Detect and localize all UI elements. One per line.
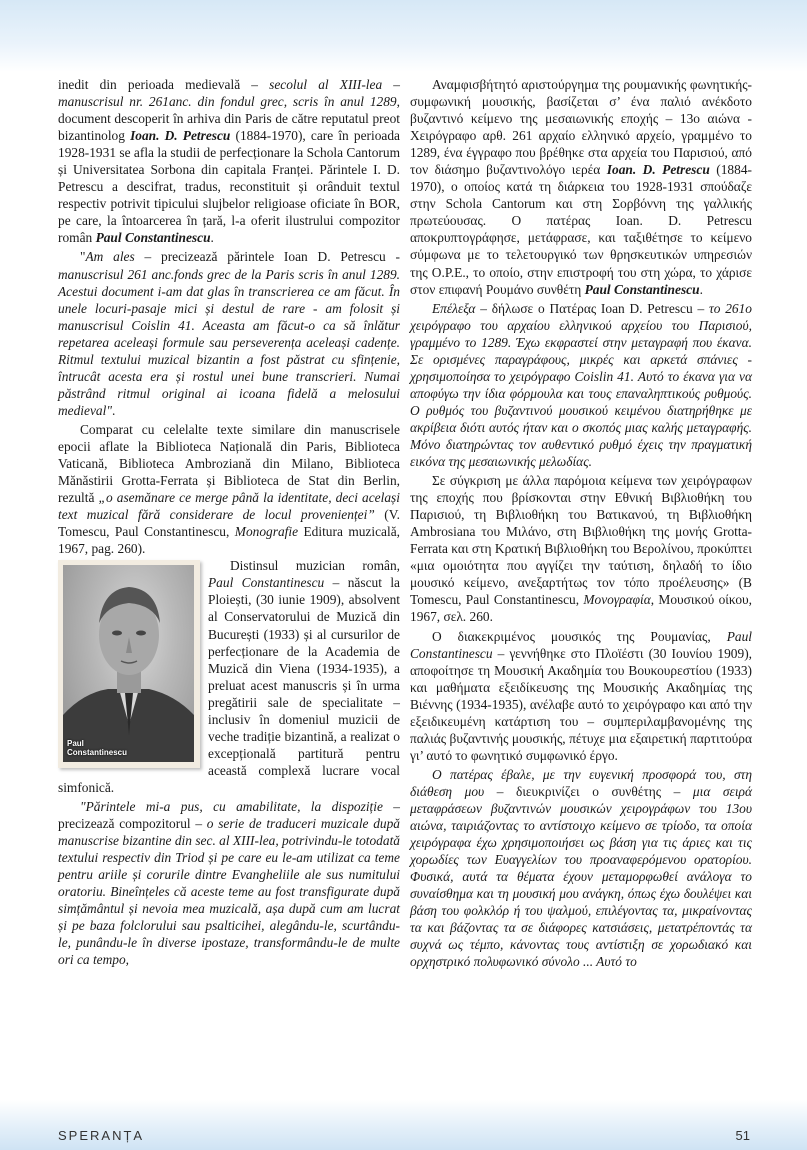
- composer-photo: [58, 560, 200, 768]
- author-name: Ioan. D. Petrescu: [130, 128, 231, 144]
- magazine-name: SPERANȚA: [58, 1128, 145, 1143]
- right-paragraph-5-quote: Ο πατέρας έβαλε, με την ευγενική προσφορά του, στη διάθεση μου – διευκρινίζει ο συνθέτης – μια σειρά μεταφράσεων βυζαντινών μουσικών χειρογράφων του 13ου αιώνα, ταιριάζοντας το αντίστοιχο κείμενο σε τρίοδο, τα οποία χειρόγραφα έχω χρησιμοποιήσει ως βάση για τις άριες και τις χορωδίες των Ευαγγελίων του προαναφερόμενου ορατορίου. Φυσικά, αυτά τα θέματα έχουν μεταμορφωθεί ανάλογα το συναίσθημα και τη μουσική μου ανάγκη, όπως έχω δουλέψει και βάση του φολκλόρ ή του ψαλμού, επιλέγοντας τα, μικραίνοντας τα και βάζοντας τα σε διάφορες κατσιάσεις, μετατρέποντάς τα συχνά ως τέμπο, κάνοντας τους αντίστιξη σε χορωδιακό και ορχηστρικό πολυφωνικό σύνολο ... Αυτό το: [410, 766, 752, 970]
- page-number: 51: [735, 1128, 750, 1143]
- left-paragraph-3: Comparat cu celelalte texte similare din manuscrisele epocii aflate la Biblioteca Națională din Paris, Biblioteca Vaticană, Biblioteca Ambroziană din Milano, Biblioteca Mănăstirii Grotta-Ferrata și Biblioteca de Stat din Berlin, rezultă „o asemănare ce merge până la identitate, deci același text muzical fără considerare de locul provenienței” (V. Tomescu, Paul Constantinescu, Monografie Editura muzicală, 1967, pag. 260).: [58, 421, 400, 557]
- right-paragraph-2-quote: Επέλεξα – δήλωσε ο Πατέρας Ioan D. Petrescu – το 261ο χειρόγραφο του αρχαίου ελληνικού αρχείου του Παρισιού, γραμμένο το 1289. Έχω εκφραστεί στην μεταγραφή που έκανα. Σε ορισμένες παραγράφους, μικρές και αρκετά σπάνιες - χρησιμοποίησα το χειρόγραφο Coislin 41. Αυτό το έκανα για να αποφύγω την ίδια φόρμουλα και τους επαναληπτικούς ρυθμούς. Ο ρυθμός του βυζαντινού μουσικού κειμένου διατηρήθηκε με ακρίβεια διότι αυτός ήταν και ο σκοπός μιας καλής μεταγραφής. Μόνο διατηρώντας τον αυθεντικό ρυθμό έχεις την πραγματική εικόνα της μεσαιωνικής μελωδίας.: [410, 300, 752, 470]
- left-paragraph-4: Distinsul muzician român, Paul Constantinescu – născut la Ploiești, (30 iunie 1909), absolvent al Conservatorului de Muzică din București (1933) și al cursurilor de perfecționare de la Academia de Muzică din Viena (1934-1935), a preluat acest manuscris și în urma pregătirii sale de specialitate – inclusiv în domeniul muzicii de veche tradiție bizantină, a realizat o excepțională partitură pentru această complexă lucrare vocal simfonică.: [58, 558, 400, 795]
- left-paragraph-5-quote: "Părintele mi-a pus, cu amabilitate, la dispoziție – precizează compozitorul – o serie de traduceri muzicale după manuscrise bizantine din sec. al XIII-lea, potrivindu-le totodată textului respectiv din Triod și pe care eu le-am utilizat ca teme pentru ariile și corurile dintre Evangheliile ale sus numitului oratoriu. Bineînțeles că aceste teme au fost transfigurate după simțământul și nevoia mea muzicală, așa după cum am lucrat și pe baza folclorului sau psalticihei, alegându-le, scurtându-le, punându-le în diverse ipostaze, transformându-le de multe ori ca tempo,: [58, 798, 401, 968]
- left-column-romanian: [58, 76, 400, 968]
- left-paragraph-1: inedit din perioada medievală – secolul al XIII-lea – manuscrisul nr. 261anc. din fondul grec, scris în anul 1289, document descoperit în arhiva din Paris de către reputatul preot bizantinolog Ioan. D. Petrescu (1884-1970), care în perioada 1928-1931 se afla la studii de perfecționare la Schola Cantorum și Universitatea Sorbona din capitala Franței. Părintele I. D. Petrescu a descifrat, tradus, reconstituit și orânduit textul respectiv potrivit tipicului slujbelor religioase oficiate în BOR, pe care, la întoarcerea în țară, l-a oferit ilustrului compozitor român Paul Constantinescu.: [58, 77, 400, 246]
- photo-caption: Paul Constantinescu: [67, 739, 128, 758]
- left-paragraph-2-quote: "Am ales – precizează părintele Ioan D. Petrescu - manuscrisul 261 anc.fonds grec de la Paris scris în anul 1289. Acestui document i-am dat glas în transcrierea ce am făcut. În unele locuri-pasaje mici și destul de rare - am folosit și manuscrisul Coislin 41. Aceasta am făcut-o ca să înlătur repetarea aceleași formule sau perseverența aceleași cadențe. Ritmul textului muzical bizantin a fost păstrat cu sfințenie, întrucât acesta era și rostul unei bune transcrieri. Numai păstrând ritmul original ai icoana fidelă a melosului medieval".: [58, 249, 400, 418]
- composer-name: Paul Constantinescu: [95, 230, 211, 246]
- right-paragraph-4: Ο διακεκριμένος μουσικός της Ρουμανίας, Paul Constantinescu – γεννήθηκε στο Πλοϊέστι (30 Ιουνίου 1909), αποφοίτησε τη Μουσική Ακαδημία του Βουκουρεστίου (1933) και μαθήματα εξειδίκευσης της Μουσικής Ακαδημίας της Βιέννης (1934-1935), ανέλαβε αυτό το χειρόγραφο και από την εξειδικευμένη κατάρτιση του – συμπεριλαμβανομένης της παλιάς βυζαντινής μουσικής, πέτυχε μια εξαιρετική παρτιτούρα γι’ αυτό το φωνητικό συμφωνικό έργο.: [410, 628, 752, 763]
- right-column-greek: [410, 76, 752, 970]
- right-paragraph-1: Αναμφισβήτητό αριστούργημα της ρουμανικής φωνητικής-συμφωνική μουσικής, βασίζεται σ’ ένα παλιό ανέκδοτο βυζαντινό κείμενο της μεσαιωνικής εποχής – 13ο αιώνα - Χειρόγραφο αρθ. 261 αρχαίο ελληνικό αρχείο, γραμμένο το 1289, ένα έγγραφο που βρέθηκε στα αρχεία του Παρισιού, από τον διάσημο βυζαντινολόγο ιερέα Ioan. D. Petrescu (1884-1970), ο οποίος κατά τη διάρκεια του 1928-1931 σπούδαζε στην Schola Cantorum και στη Σορβόννη της γαλλικής πρωτεύουσας. Ο πατέρας Ioan. D. Petrescu αποκρυπτογράφησε, μετάφρασε, και ταξιθέτησε το κείμενο σύμφωνα με το τελετουργικό των θρησκευτικών υπηρεσιών της Ο.Ρ.Ε., το οποίο, στην επιστροφή του στη χώρα, το χάρισε στον επιφανή Ρουμάνο συνθέτη Paul Constantinescu.: [410, 77, 752, 297]
- right-paragraph-3: Σε σύγκριση με άλλα παρόμοια κείμενα των χειρόγραφων της εποχής που βρίσκονται στην Εθνική Βιβλιοθήκη του Παρισιού, τη Βιβλιοθήκη του Βατικανού, τη Βιβλιοθήκη Ambrosiana του Μιλάνο, στη Βιβλιοθήκη της μονής Grotta-Ferrata και στη Κρατική Βιβλιοθήκη του Βερολίνου, προκύπτει «μια ομοιότητα που αγγίζει την ταύτιση, δηλαδή το ίδιο μουσικό κείμενο, ανεξαρτήτως τον τόπο προέλευσης» (B Tomescu, Paul Constantinescu, Μονογραφία, Μουσικού οίκου, 1967, σελ. 260.: [410, 473, 752, 625]
- portrait-image: [63, 565, 194, 762]
- header-band: [0, 0, 807, 72]
- portrait-icon: [63, 565, 194, 762]
